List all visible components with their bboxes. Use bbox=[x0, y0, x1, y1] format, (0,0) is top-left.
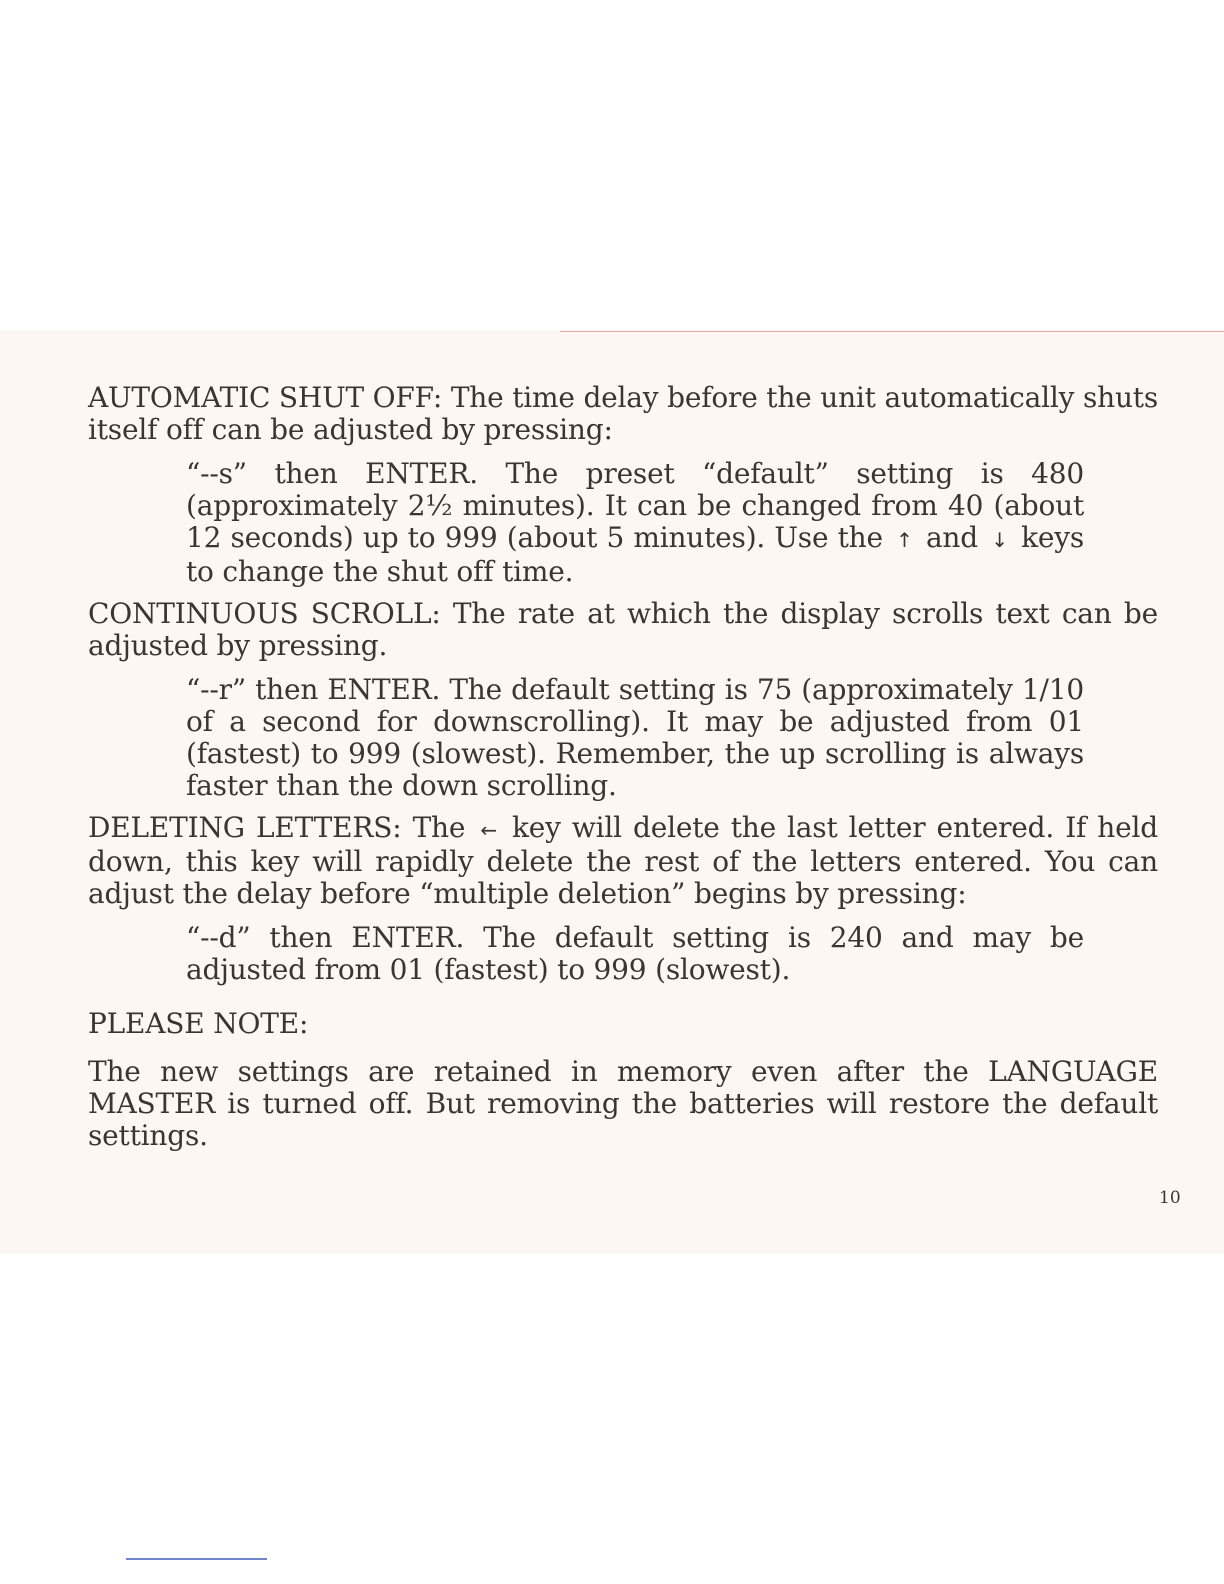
continuous-scroll-heading: CONTINUOUS SCROLL: bbox=[88, 597, 441, 630]
down-arrow-icon: ↓ bbox=[991, 528, 1008, 552]
left-arrow-icon: ← bbox=[480, 818, 497, 842]
auto-shutoff-detail-text: “--s” then ENTER. The preset “default” setting is 480 (approximately 2½ minutes). It can be changed from 40 (about 12 seconds) up to 999 (about 5 minutes). Use the bbox=[186, 457, 1084, 554]
deleting-letters-detail: “--d” then ENTER. The default setting is 240 and may be adjusted from 01 (fastest) to 999 (slowest). bbox=[186, 921, 1084, 986]
auto-shutoff-heading: AUTOMATIC SHUT OFF: bbox=[88, 381, 443, 414]
auto-shutoff-intro-text: The time delay before the unit automatically shuts itself off can be adjusted by pressing: bbox=[88, 381, 1159, 446]
please-note-text: The new settings are retained in memory even after the LANGUAGE MASTER is turned off. But removing the batteries will restore the default settings. bbox=[88, 1055, 1158, 1152]
continuous-scroll-intro bbox=[88, 598, 1158, 662]
manual-content bbox=[88, 378, 1158, 1152]
up-arrow-icon: ↑ bbox=[896, 528, 913, 552]
please-note-heading: PLEASE NOTE: bbox=[88, 1007, 309, 1040]
page-number: 10 bbox=[1159, 1188, 1181, 1208]
auto-shutoff-detail bbox=[186, 458, 1084, 588]
deleting-letters-intro bbox=[88, 812, 1158, 910]
deleting-letters-intro-start: The bbox=[412, 811, 466, 844]
continuous-scroll-intro-text: The rate at which the display scrolls text can be adjusted by pressing. bbox=[88, 597, 1158, 662]
deleting-letters-intro-end: key will delete the last letter entered. If held down, this key will rapidly delete the rest of the letters entered. You can adjust the delay before “multiple deletion” begins by pressing: bbox=[88, 811, 1158, 910]
auto-shutoff-and-text: and bbox=[925, 521, 978, 554]
continuous-scroll-detail: “--r” then ENTER. The default setting is 75 (approximately 1/10 of a second for downscrolling). It may be adjusted from 01 (fastest) to 999 (slowest). Remember, the up scrolling is always faster than the down scrolling. bbox=[186, 673, 1084, 802]
deleting-letters-heading: DELETING LETTERS: bbox=[88, 811, 402, 844]
auto-shutoff-detail-end: keys to change the shut off time. bbox=[186, 521, 1085, 588]
auto-shutoff-intro bbox=[88, 382, 1158, 446]
bottom-rule bbox=[126, 1558, 267, 1560]
top-rule bbox=[560, 331, 1224, 332]
